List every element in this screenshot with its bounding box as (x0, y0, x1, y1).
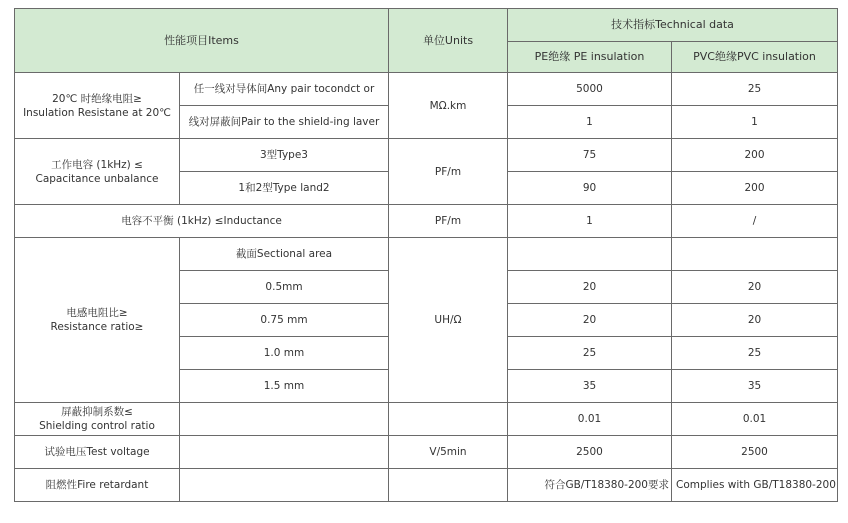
row-label-insulation (15, 73, 180, 139)
unit-cell (389, 469, 508, 502)
label-en: Insulation Resistane at 20℃ (23, 106, 171, 119)
sub-label-empty (180, 403, 389, 436)
row-label-test-voltage: 试验电压Test voltage (15, 436, 180, 469)
pvc-value: 20 (672, 304, 838, 337)
row-label-resistance-ratio (15, 238, 180, 403)
label-en: Resistance ratio≥ (50, 321, 144, 333)
pvc-value (672, 238, 838, 271)
table-row (15, 238, 838, 271)
pe-value: 25 (508, 337, 672, 370)
pe-value: 90 (508, 172, 672, 205)
table-row (15, 403, 838, 436)
sub-label: 1.0 mm (180, 337, 389, 370)
pvc-value: 20 (672, 271, 838, 304)
sub-label: 1.5 mm (180, 370, 389, 403)
pe-value: 1 (508, 205, 672, 238)
pvc-value: 25 (672, 337, 838, 370)
pvc-value: 2500 (672, 436, 838, 469)
pvc-value: 200 (672, 172, 838, 205)
unit-cell: PF/m (389, 205, 508, 238)
label-cn: 屏蔽抑制系数≤ (61, 406, 133, 418)
unit-cell: UH/Ω (389, 238, 508, 403)
unit-cell: V/5min (389, 436, 508, 469)
pe-value: 0.01 (508, 403, 672, 436)
table-row (15, 205, 838, 238)
pvc-value: Complies with GB/T18380-200 (672, 469, 838, 502)
unit-cell: PF/m (389, 139, 508, 205)
sub-label: 1和2型Type land2 (180, 172, 389, 205)
pe-value (508, 238, 672, 271)
pe-value: 2500 (508, 436, 672, 469)
row-label-unbalance: 电容不平衡 (1kHz) ≤Inductance (15, 205, 389, 238)
table-row (15, 436, 838, 469)
unit-cell (389, 403, 508, 436)
unit-cell: MΩ.km (389, 73, 508, 139)
pe-value: 75 (508, 139, 672, 172)
label-en: Capacitance unbalance (35, 172, 159, 185)
header-pvc: PVC绝缘PVC insulation (672, 42, 838, 73)
pe-value: 20 (508, 271, 672, 304)
header-pe: PE绝缘 PE insulation (508, 42, 672, 73)
label-en: Shielding control ratio (39, 420, 155, 432)
pe-value: 1 (508, 106, 672, 139)
pvc-value: 25 (672, 73, 838, 106)
row-label-shielding (15, 403, 180, 436)
pe-value: 5000 (508, 73, 672, 106)
sub-label: 0.5mm (180, 271, 389, 304)
pe-value: 35 (508, 370, 672, 403)
sub-label: 任一线对导体间Any pair tocondct or (180, 73, 389, 106)
table-row (15, 73, 838, 106)
spec-table (14, 8, 838, 502)
label-cn: 工作电容 (1kHz) ≤ (51, 158, 143, 171)
sub-label: 截面Sectional area (180, 238, 389, 271)
label-cn: 20℃ 时绝缘电阻≥ (52, 92, 142, 105)
table-row (15, 469, 838, 502)
sub-label: 3型Type3 (180, 139, 389, 172)
header-technical-data: 技术指标Technical data (508, 9, 838, 42)
pvc-value: / (672, 205, 838, 238)
pe-value: 符合GB/T18380-200要求 (508, 469, 672, 502)
table-row (15, 139, 838, 172)
sub-label: 线对屏蔽间Pair to the shield-ing laver (180, 106, 389, 139)
label-cn: 电感电阻比≥ (66, 307, 128, 319)
sub-label-empty (180, 469, 389, 502)
pvc-value: 1 (672, 106, 838, 139)
sub-label-empty (180, 436, 389, 469)
pe-value: 20 (508, 304, 672, 337)
row-label-capacitance (15, 139, 180, 205)
header-items: 性能项目Items (15, 9, 389, 73)
pvc-value: 35 (672, 370, 838, 403)
pvc-value: 0.01 (672, 403, 838, 436)
header-row-1 (15, 9, 838, 42)
header-units: 单位Units (389, 9, 508, 73)
pvc-value: 200 (672, 139, 838, 172)
sub-label: 0.75 mm (180, 304, 389, 337)
row-label-fire: 阻燃性Fire retardant (15, 469, 180, 502)
